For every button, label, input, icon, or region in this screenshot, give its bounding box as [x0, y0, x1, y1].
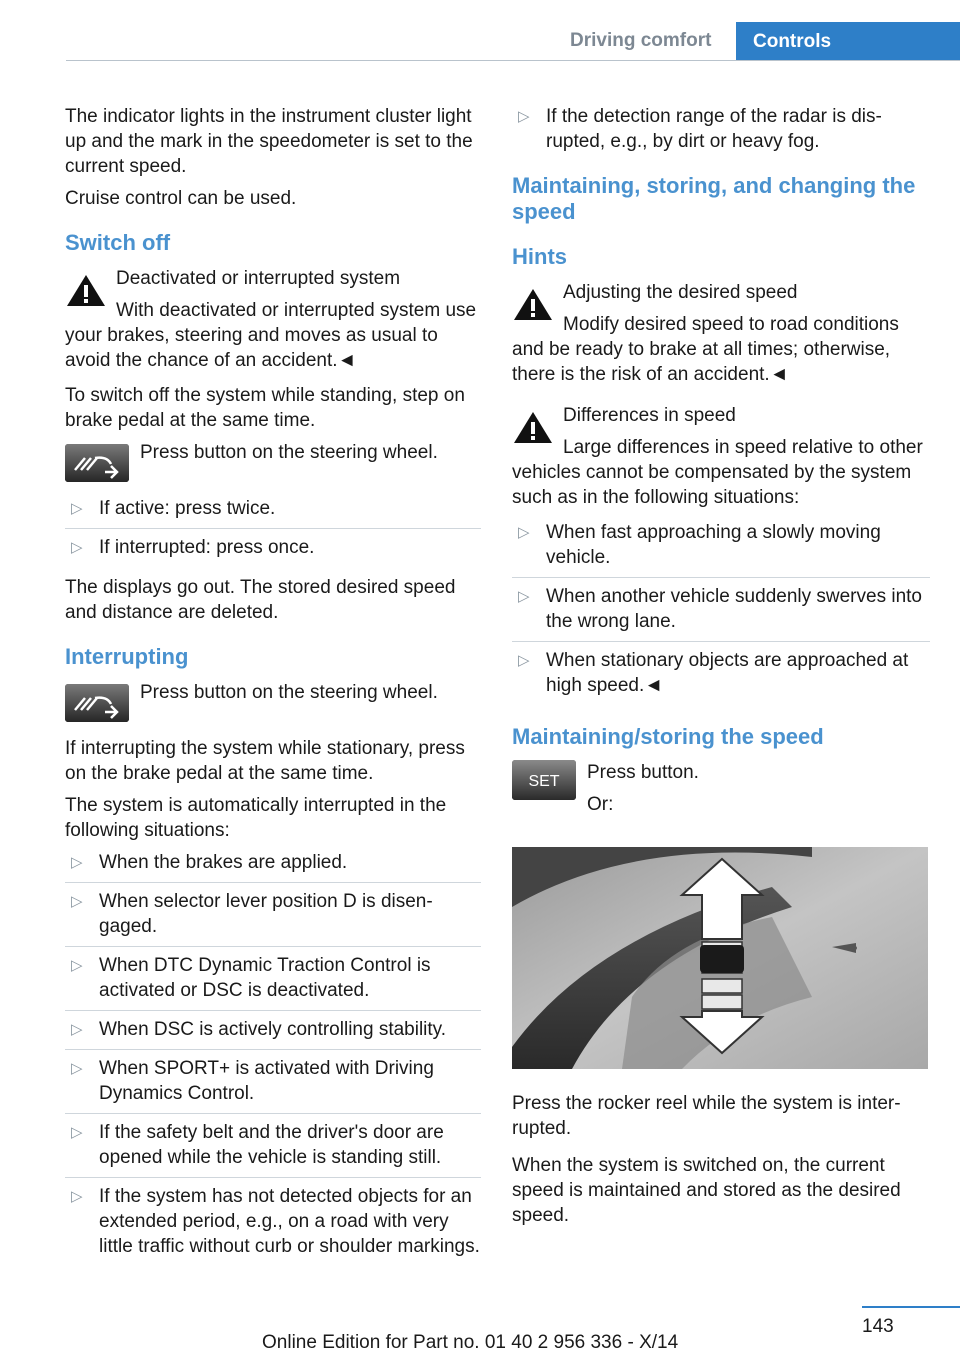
- footer-edition: Online Edition for Part no. 01 40 2 956 336 - X/14: [262, 1332, 679, 1353]
- warning-title: Deactivated or interrupted system: [116, 268, 401, 289]
- list-item: ▷ If active: press twice.: [65, 496, 481, 529]
- paragraph: When the system is switched on, the current speed is maintained and stored as the desired speed.: [512, 1155, 901, 1226]
- heading-hints: Hints: [512, 244, 567, 269]
- heading-storing: Maintaining/storing the speed: [512, 724, 824, 749]
- warning-title: Adjusting the desired speed: [563, 282, 798, 303]
- heading-interrupting: Interrupting: [65, 644, 189, 669]
- list-item: ▷ When stationary objects are approached at high speed.◄: [518, 650, 909, 696]
- paragraph: Press the rocker reel while the system is interrupted.: [512, 1093, 901, 1139]
- list-item: ▷ When fast approaching a slowly moving vehicle.: [512, 520, 930, 578]
- cruise-button-row: [65, 440, 481, 482]
- list-item: ▷ When another vehicle suddenly swerves into the wrong lane.: [512, 584, 930, 642]
- svg-text:SET: SET: [528, 773, 560, 790]
- paragraph: If interrupting the system while stationary, press on the brake pedal at the same time.: [65, 738, 465, 784]
- list: [65, 496, 481, 567]
- list-item: ▷ When the brakes are applied.: [65, 850, 481, 883]
- list: [512, 520, 930, 705]
- button-instruction: Press button.: [587, 762, 699, 783]
- heading-switch-off: Switch off: [65, 230, 171, 255]
- list-item: ▷ When DTC Dynamic Traction Control is activated or DSC is deactivated.: [65, 953, 481, 1011]
- warning-body: Modify desired speed to road conditions and be ready to brake at all times; otherwise, there is the risk of an accident.◄: [512, 314, 899, 385]
- list: [512, 104, 930, 161]
- steering-wheel-rocker-illustration: [512, 847, 928, 1069]
- warning-box: [512, 280, 930, 387]
- heading-maintaining: Maintaining, storing, and changing the speed: [512, 173, 916, 224]
- warning-triangle-icon: [65, 272, 107, 308]
- list-item: ▷ When SPORT+ is activated with Driving Dynamics Control.: [65, 1056, 481, 1114]
- cruise-control-button-icon: [65, 684, 129, 722]
- warning-title: Differences in speed: [563, 405, 736, 426]
- list-item: ▷ When DSC is actively controlling stability.: [65, 1017, 481, 1050]
- right-column: [512, 104, 930, 1235]
- paragraph: To switch off the system while standing, step on brake pedal at the same time.: [65, 385, 465, 431]
- list-item: ▷ If interrupted: press once.: [71, 537, 315, 558]
- warning-triangle-icon: [512, 286, 554, 322]
- set-button-icon: [512, 760, 576, 800]
- warning-triangle-icon: [512, 409, 554, 445]
- list-item: ▷ If the system has not detected objects for an extended period, e.g., on a road with very little traffic without curb or shoulder markings.: [71, 1186, 480, 1257]
- set-button-row: [512, 760, 930, 817]
- list-item: ▷ When selector lever position D is disengaged.: [65, 889, 481, 947]
- warning-box: [512, 403, 930, 510]
- paragraph: The system is automatically interrupted in the following situations:: [65, 795, 447, 841]
- paragraph: Cruise control can be used.: [65, 188, 297, 209]
- cruise-control-button-icon: [65, 444, 129, 482]
- warning-box: [65, 266, 481, 373]
- left-column: [65, 104, 481, 1274]
- cruise-button-row: [65, 680, 481, 722]
- header-tab-controls: Controls: [736, 22, 960, 61]
- footer-rule: [862, 1306, 960, 1308]
- header-rule: [66, 60, 960, 61]
- button-instruction-or: Or:: [587, 794, 614, 815]
- paragraph: The indicator lights in the instrument cluster light up and the mark in the speedometer is set to the current speed.: [65, 106, 473, 177]
- button-instruction: Press button on the steering wheel.: [140, 682, 438, 703]
- list: [65, 850, 481, 1266]
- button-instruction: Press button on the steering wheel.: [140, 442, 438, 463]
- header-section: Driving comfort: [570, 30, 712, 51]
- list-item: ▷ If the safety belt and the driver's door are opened while the vehicle is standing still.: [65, 1120, 481, 1178]
- list-item: ▷ If the detection range of the radar is disrupted, e.g., by dirt or heavy fog.: [518, 106, 882, 152]
- page-number: 143: [862, 1316, 894, 1337]
- paragraph: The displays go out. The stored desired speed and distance are deleted.: [65, 577, 456, 623]
- warning-body: With deactivated or interrupted system use your brakes, steering and moves as usual to avoid the chance of an accident.◄: [65, 300, 477, 371]
- warning-body: Large differences in speed relative to other vehicles cannot be compensated by the system such as in the following situations:: [512, 437, 923, 508]
